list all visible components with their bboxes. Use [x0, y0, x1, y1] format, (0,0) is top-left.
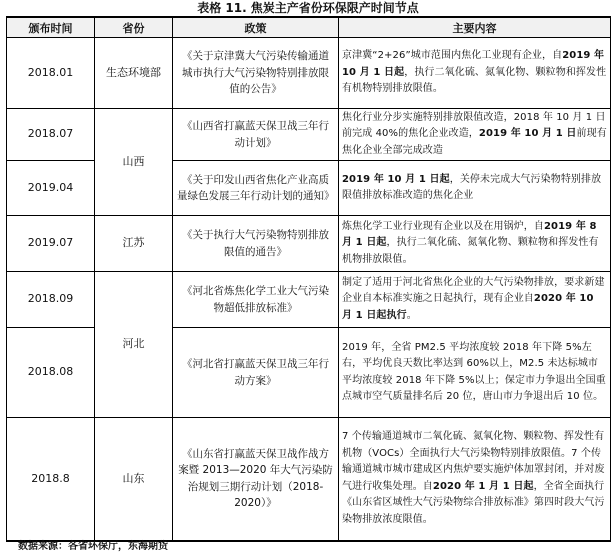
row-policy: 《关于京津冀大气污染传输通道城市执行大气污染物特别排放限值的公告》 — [173, 38, 339, 109]
table-row — [7, 38, 611, 109]
row-policy: 《关于执行大气污染物特别排放限值的通告》 — [173, 216, 339, 272]
row-content — [339, 38, 611, 109]
row-content — [339, 272, 611, 328]
content-text: ，关停未完成大气污染物特别排放限值排放标准改造的焦化企业 — [342, 173, 602, 201]
row-date: 2018.07 — [7, 109, 95, 161]
content-bold-date: 2019 年 10 月 1 日起 — [342, 50, 605, 78]
content-text: 制定了适用于河北省焦化企业的大气污染物排放，要求新建企业自本标准实施之日起执行，现有企业自 — [342, 276, 605, 305]
row-content — [339, 109, 611, 161]
content-bold-date: 2019 年 8 月 1 日起 — [342, 220, 597, 249]
policy-table — [6, 16, 611, 542]
row-province: 河北 — [95, 272, 173, 418]
row-province: 生态环境部 — [95, 38, 173, 109]
row-policy: 《关于印发山西省焦化产业高质量绿色发展三年行动计划的通知》 — [173, 161, 339, 216]
row-province: 山西 — [95, 109, 173, 216]
row-content — [339, 161, 611, 216]
row-policy: 《河北省炼焦化学工业大气污染物超低排放标准》 — [173, 272, 339, 328]
content-bold-date: 2019 年 10 月 1 日起 — [342, 173, 450, 185]
header-province: 省份 — [95, 17, 173, 38]
content-bold-date: 2019 年 10 月 1 日 — [478, 128, 577, 140]
content-text: 。 — [406, 309, 417, 321]
content-text: ，执行二氧化硫、氮氧化物、颗粒物和挥发性有机物特别排放限值。 — [342, 66, 607, 95]
row-date: 2018.08 — [7, 328, 95, 418]
table-row — [7, 216, 611, 272]
row-date: 2019.04 — [7, 161, 95, 216]
data-source-note: 数据来源：各省环保厅，东海期货 — [18, 541, 168, 552]
row-content — [339, 328, 611, 418]
row-province: 江苏 — [95, 216, 173, 272]
content-text: 京津冀“2+26”城市范围内焦化工业现有企业，自 — [342, 50, 563, 62]
header-content: 主要内容 — [339, 17, 611, 38]
table-header-row — [7, 17, 611, 38]
row-policy: 《山东省打赢蓝天保卫战作战方案暨 2013—2020 年大气污染防治规划三期行动计划（2018-2020）》 — [173, 418, 339, 541]
content-text: 炼焦化学工业行业现有企业以及在用锅炉，自 — [342, 220, 544, 232]
table-row — [7, 272, 611, 328]
content-text: 焦化行业分步实施特别排放限值改造，2018 年 10 月 1 日前完成 40%的焦化企业改造， — [342, 111, 606, 140]
row-content — [339, 216, 611, 272]
row-date: 2018.01 — [7, 38, 95, 109]
content-text: 前现有焦化企业全部完成改造 — [342, 128, 607, 156]
row-policy: 《河北省打赢蓝天保卫战三年行动方案》 — [173, 328, 339, 418]
row-policy: 《山西省打赢蓝天保卫战三年行动计划》 — [173, 109, 339, 161]
header-policy: 政策 — [173, 17, 339, 38]
table-row — [7, 418, 611, 541]
row-date: 2018.8 — [7, 418, 95, 541]
table-row — [7, 109, 611, 161]
row-date: 2019.07 — [7, 216, 95, 272]
row-content — [339, 418, 611, 541]
row-province: 山东 — [95, 418, 173, 541]
header-date: 颁布时间 — [7, 17, 95, 38]
content-text: 2019 年，全省 PM2.5 平均浓度较 2018 年下降 5%左右，平均优良天数比率达到 60%以上，M2.5 未达标城市平均浓度较 2018 年下降 5%以上；保定市力争退出全国重点城市空气质量排名后 20 位，唐山市力争退出后 10 位。 — [342, 341, 606, 402]
content-text: 7 个传输通道城市二氧化硫、氮氧化物、颗粒物、挥发性有机物（VOCs）全面执行大气污染物特别排放限值。7 个传输通道城市城市建成区内焦炉要实施炉体加罩封闭，并对废气进行收集处理。自 — [342, 431, 605, 492]
table-title: 表格 11. 焦炭主产省份环保限产时间节点 — [197, 1, 419, 15]
row-date: 2018.09 — [7, 272, 95, 328]
content-bold-date: 2020 年 10 月 1 日起执行 — [342, 293, 594, 321]
content-text: ，执行二氧化硫、氮氧化物、颗粒物和挥发性有机物排放限值。 — [342, 237, 599, 265]
content-bold-date: 2020 年 1 月 1 日起 — [432, 480, 534, 492]
content-text: ，全省全面执行《山东省区域性大气污染物综合排放标准》第四时段大气污染物排放浓度限值。 — [342, 480, 605, 525]
